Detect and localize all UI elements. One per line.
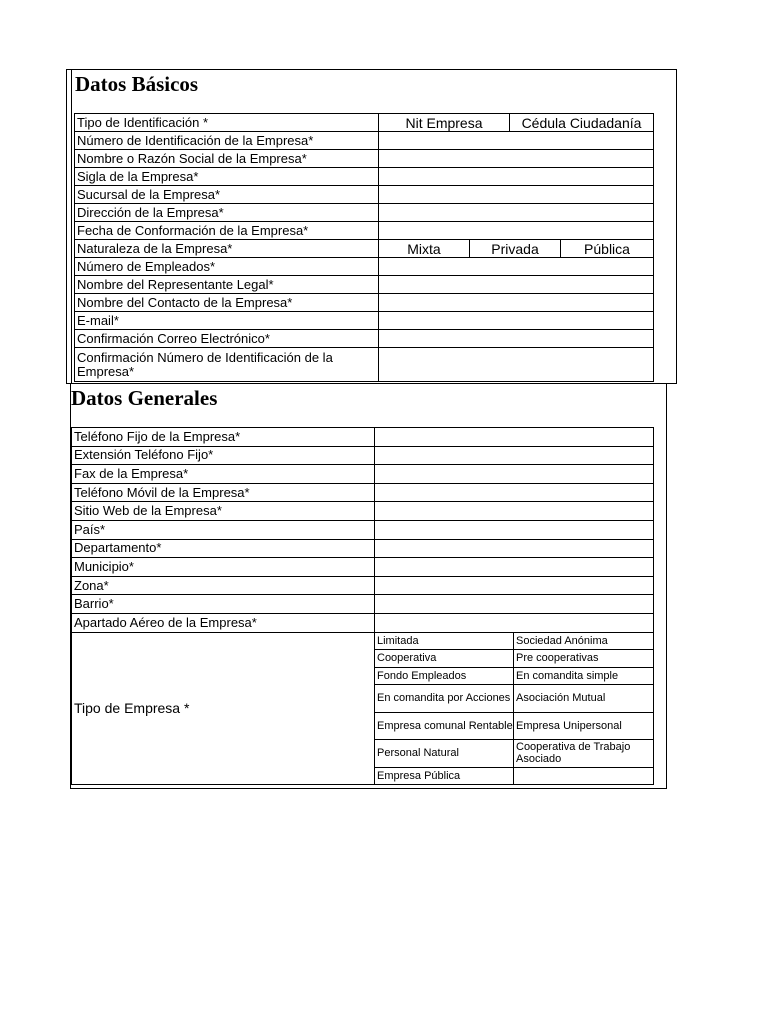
field-input[interactable]: [379, 312, 654, 330]
tipo-empresa-label: Tipo de Empresa *: [72, 632, 375, 785]
field-label: Sucursal de la Empresa*: [75, 186, 379, 204]
field-input[interactable]: [375, 558, 654, 577]
option-nit-empresa[interactable]: Nit Empresa: [379, 114, 510, 132]
form-row: [72, 595, 654, 614]
field-input[interactable]: [375, 613, 654, 632]
field-input[interactable]: [375, 428, 654, 447]
field-label: Número de Empleados*: [75, 258, 379, 276]
option-cooperativa-trabajo-asociado[interactable]: Cooperativa de Trabajo Asociado: [514, 740, 654, 768]
field-input[interactable]: [375, 483, 654, 502]
form-row: [75, 204, 654, 222]
form-row: [75, 330, 654, 348]
form-row: [72, 446, 654, 465]
option-personal-natural[interactable]: Personal Natural: [375, 740, 514, 768]
field-input[interactable]: [375, 520, 654, 539]
option-privada[interactable]: Privada: [470, 240, 561, 258]
field-label: Dirección de la Empresa*: [75, 204, 379, 222]
form-row-tipo-identificacion: [75, 114, 654, 132]
form-row: [75, 258, 654, 276]
form-row: [72, 576, 654, 595]
form-row: [72, 539, 654, 558]
field-label: Fecha de Conformación de la Empresa*: [75, 222, 379, 240]
field-input[interactable]: [379, 186, 654, 204]
field-label: Nombre o Razón Social de la Empresa*: [75, 150, 379, 168]
field-input[interactable]: [379, 294, 654, 312]
section-inner-border: [71, 70, 72, 383]
form-row: [72, 483, 654, 502]
form-row: [72, 613, 654, 632]
field-label: Sitio Web de la Empresa*: [72, 502, 375, 521]
option-en-comandita-por-acciones[interactable]: En comandita por Acciones: [375, 685, 514, 713]
field-label: E-mail*: [75, 312, 379, 330]
field-label: Barrio*: [72, 595, 375, 614]
field-label: Número de Identificación de la Empresa*: [75, 132, 379, 150]
field-label: Teléfono Móvil de la Empresa*: [72, 483, 375, 502]
field-label: Tipo de Identificación *: [75, 114, 379, 132]
form-row: [72, 520, 654, 539]
option-empresa-publica[interactable]: Empresa Pública: [375, 767, 514, 785]
field-input[interactable]: [379, 258, 654, 276]
option-asociacion-mutual[interactable]: Asociación Mutual: [514, 685, 654, 713]
field-label: Confirmación Número de Identificación de la Empresa*: [75, 348, 379, 382]
field-input[interactable]: [379, 276, 654, 294]
field-label: Zona*: [72, 576, 375, 595]
option-cedula-ciudadania[interactable]: Cédula Ciudadanía: [510, 114, 654, 132]
option-empresa-unipersonal[interactable]: Empresa Unipersonal: [514, 712, 654, 740]
form-row: [72, 428, 654, 447]
form-row: [75, 186, 654, 204]
form-row: [75, 294, 654, 312]
field-input[interactable]: [375, 595, 654, 614]
field-input[interactable]: [379, 222, 654, 240]
form-row: [75, 312, 654, 330]
field-input[interactable]: [379, 204, 654, 222]
form-row: [75, 348, 654, 382]
field-label: Naturaleza de la Empresa*: [75, 240, 379, 258]
form-row: [72, 502, 654, 521]
option-empresa-comunal-rentable[interactable]: Empresa comunal Rentable: [375, 712, 514, 740]
field-label: Nombre del Representante Legal*: [75, 276, 379, 294]
form-row: [72, 558, 654, 577]
option-sociedad-anonima[interactable]: Sociedad Anónima: [514, 632, 654, 650]
form-row: [75, 168, 654, 186]
option-cooperativa[interactable]: Cooperativa: [375, 650, 514, 668]
field-label: Apartado Aéreo de la Empresa*: [72, 613, 375, 632]
field-label: Sigla de la Empresa*: [75, 168, 379, 186]
option-fondo-empleados[interactable]: Fondo Empleados: [375, 667, 514, 685]
option-limitada[interactable]: Limitada: [375, 632, 514, 650]
option-pre-cooperativas[interactable]: Pre cooperativas: [514, 650, 654, 668]
option-mixta[interactable]: Mixta: [379, 240, 470, 258]
field-input[interactable]: [375, 465, 654, 484]
option-en-comandita-simple[interactable]: En comandita simple: [514, 667, 654, 685]
field-label: País*: [72, 520, 375, 539]
form-row: [72, 465, 654, 484]
form-row-naturaleza: [75, 240, 654, 258]
field-input[interactable]: [379, 348, 654, 382]
form-row: [75, 132, 654, 150]
field-label: Confirmación Correo Electrónico*: [75, 330, 379, 348]
option-publica[interactable]: Pública: [561, 240, 654, 258]
field-label: Extensión Teléfono Fijo*: [72, 446, 375, 465]
field-label: Municipio*: [72, 558, 375, 577]
form-row: [75, 222, 654, 240]
datos-basicos-table: [74, 113, 654, 382]
field-input[interactable]: [375, 576, 654, 595]
field-input[interactable]: [375, 502, 654, 521]
field-label: Nombre del Contacto de la Empresa*: [75, 294, 379, 312]
datos-generales-table: [71, 427, 654, 785]
field-input[interactable]: [379, 168, 654, 186]
form-row: [75, 276, 654, 294]
field-input[interactable]: [379, 132, 654, 150]
datos-basicos-title: Datos Básicos: [75, 72, 199, 96]
form-row: [75, 150, 654, 168]
field-input[interactable]: [379, 150, 654, 168]
field-label: Fax de la Empresa*: [72, 465, 375, 484]
field-input[interactable]: [379, 330, 654, 348]
field-label: Departamento*: [72, 539, 375, 558]
field-input[interactable]: [375, 446, 654, 465]
tipo-empresa-row: [72, 632, 654, 650]
field-input[interactable]: [375, 539, 654, 558]
field-label: Teléfono Fijo de la Empresa*: [72, 428, 375, 447]
datos-generales-title: Datos Generales: [71, 386, 218, 410]
option-empty: [514, 767, 654, 785]
